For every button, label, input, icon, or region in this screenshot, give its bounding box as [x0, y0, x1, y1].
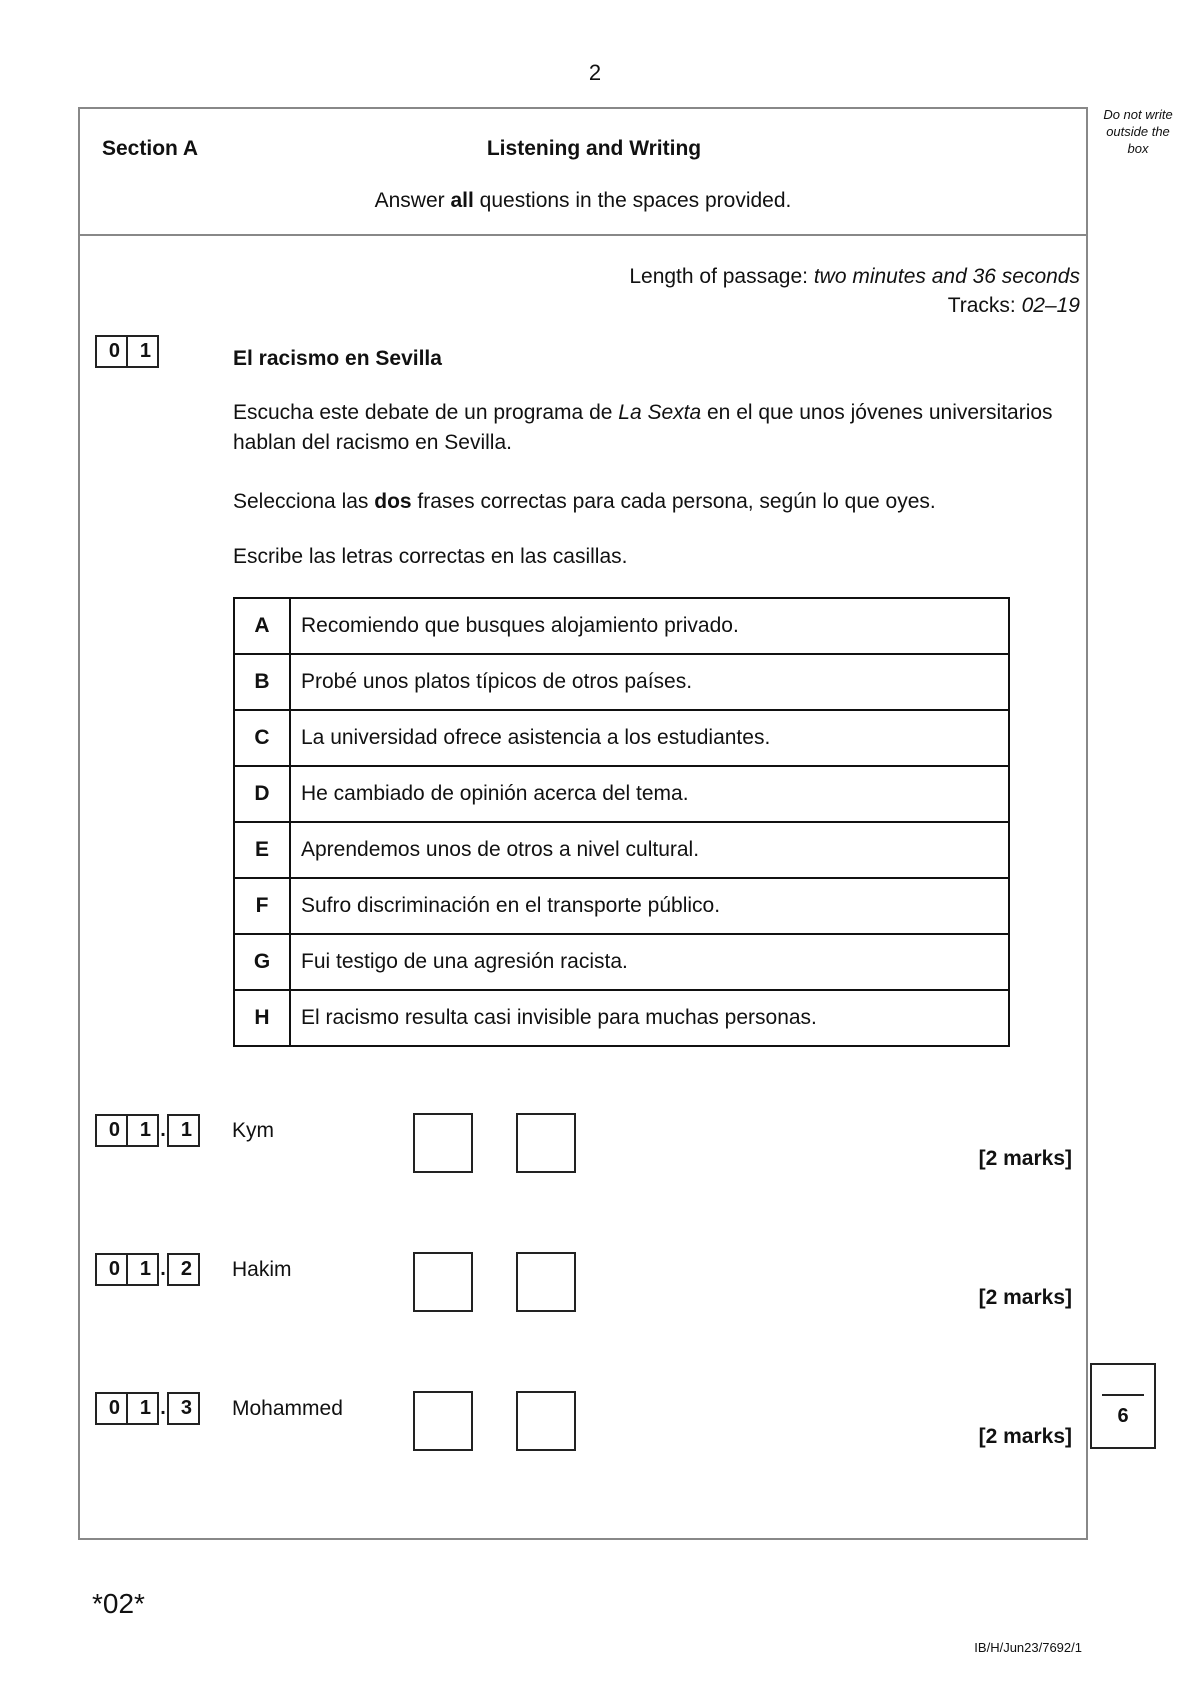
subquestion-digit: 0	[95, 1392, 128, 1425]
option-row	[234, 654, 1009, 710]
score-divider	[1102, 1394, 1144, 1396]
margin-note-line: Do not write	[1103, 107, 1173, 122]
answer-box-1[interactable]	[413, 1113, 473, 1173]
subquestion-separator: .	[160, 1119, 166, 1141]
person-name: Mohammed	[232, 1397, 343, 1420]
option-row	[234, 990, 1009, 1046]
question-number-digit: 0	[95, 335, 128, 368]
subquestion-digit: 1	[126, 1114, 159, 1147]
subquestion-digit: 1	[167, 1114, 200, 1147]
section-title: Listening and Writing	[486, 137, 702, 160]
subquestion-digit: 2	[167, 1253, 200, 1286]
marks-label: [2 marks]	[978, 1147, 1072, 1170]
section-instruction	[78, 189, 1088, 213]
subquestion-separator: .	[160, 1397, 166, 1419]
passage-info	[629, 262, 1080, 320]
score-total: 6	[1117, 1405, 1129, 1427]
option-letter: C	[234, 710, 290, 766]
option-letter: D	[234, 766, 290, 822]
option-text: Aprendemos unos de otros a nivel cultural.	[290, 822, 1009, 878]
option-row	[234, 766, 1009, 822]
passage-length-value: two minutes and 36 seconds	[813, 265, 1080, 288]
answer-box-2[interactable]	[516, 1391, 576, 1451]
option-letter: F	[234, 878, 290, 934]
option-letter: B	[234, 654, 290, 710]
question-number-digit: 1	[126, 335, 159, 368]
select-text: frases correctas para cada persona, según lo que oyes.	[411, 490, 936, 513]
option-row	[234, 598, 1009, 654]
option-row	[234, 710, 1009, 766]
subquestion-digit: 0	[95, 1114, 128, 1147]
instruction-text: Answer	[374, 189, 451, 212]
option-letter: G	[234, 934, 290, 990]
option-text: Recomiendo que busques alojamiento privado.	[290, 598, 1009, 654]
intro-text: Escucha este debate de un programa de	[233, 401, 619, 424]
subquestion-digit: 3	[167, 1392, 200, 1425]
option-text: La universidad ofrece asistencia a los estudiantes.	[290, 710, 1009, 766]
passage-tracks	[629, 291, 1080, 320]
option-text: He cambiado de opinión acerca del tema.	[290, 766, 1009, 822]
option-letter: E	[234, 822, 290, 878]
subquestion-number	[95, 1114, 200, 1147]
select-instruction	[233, 487, 1053, 517]
section-label: Section A	[102, 137, 199, 160]
instruction-text: questions in the spaces provided.	[473, 189, 792, 212]
tracks-value: 02–19	[1021, 294, 1080, 317]
select-emphasis: dos	[374, 490, 412, 513]
margin-note-line: outside the	[1106, 124, 1170, 139]
intro-text: en el que unos jóvenes universitarios hablan del racismo en Sevilla.	[233, 401, 1053, 454]
option-text: Sufro discriminación en el transporte público.	[290, 878, 1009, 934]
answer-box-2[interactable]	[516, 1113, 576, 1173]
subquestion-separator: .	[160, 1258, 166, 1280]
option-row	[234, 822, 1009, 878]
instruction-emphasis: all	[450, 189, 474, 212]
option-text: Fui testigo de una agresión racista.	[290, 934, 1009, 990]
tracks-label: Tracks:	[947, 294, 1022, 317]
question-number	[95, 335, 159, 368]
header-divider	[78, 234, 1088, 236]
passage-length-label: Length of passage:	[629, 265, 814, 288]
subquestion-number	[95, 1253, 200, 1286]
option-row	[234, 878, 1009, 934]
paper-reference: IB/H/Jun23/7692/1	[974, 1640, 1082, 1655]
option-row	[234, 934, 1009, 990]
subquestion-digit: 1	[126, 1253, 159, 1286]
subquestion-digit: 0	[95, 1253, 128, 1286]
subquestion-digit: 1	[126, 1392, 159, 1425]
option-text: El racismo resulta casi invisible para muchas personas.	[290, 990, 1009, 1046]
option-text: Probé unos platos típicos de otros países.	[290, 654, 1009, 710]
select-text: Selecciona las	[233, 490, 375, 513]
person-name: Hakim	[232, 1258, 292, 1281]
programme-name: La Sexta	[618, 401, 702, 424]
answer-box-2[interactable]	[516, 1252, 576, 1312]
option-letter: A	[234, 598, 290, 654]
passage-length	[629, 262, 1080, 291]
subquestion-number	[95, 1392, 200, 1425]
margin-note-line: box	[1127, 141, 1149, 156]
write-instruction: Escribe las letras correctas en las casillas.	[233, 545, 628, 568]
options-table	[233, 597, 1010, 1047]
answer-box-1[interactable]	[413, 1252, 473, 1312]
answer-box-1[interactable]	[413, 1391, 473, 1451]
marks-label: [2 marks]	[978, 1425, 1072, 1448]
question-intro	[233, 398, 1053, 458]
marks-label: [2 marks]	[978, 1286, 1072, 1309]
question-title: El racismo en Sevilla	[233, 347, 442, 370]
option-letter: H	[234, 990, 290, 1046]
page-number: 2	[588, 60, 602, 85]
page-code: *02*	[92, 1588, 145, 1619]
person-name: Kym	[232, 1119, 274, 1142]
